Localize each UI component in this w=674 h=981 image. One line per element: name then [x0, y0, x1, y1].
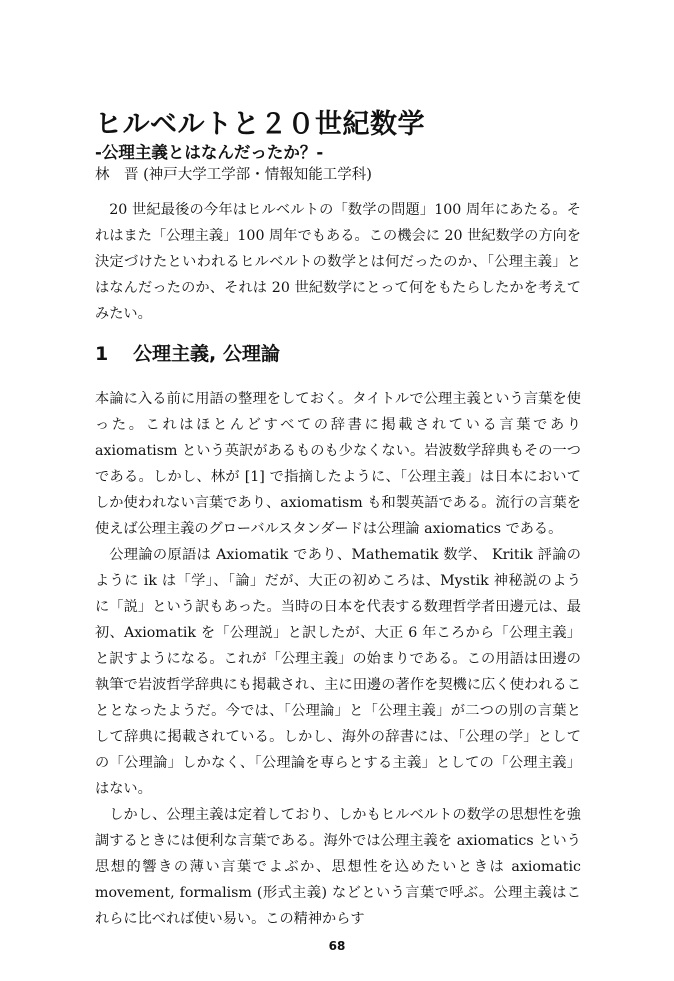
section-heading	[95, 340, 581, 368]
abstract-paragraph: 20 世紀最後の今年はヒルベルトの「数学の問題」100 周年にあたる。それはまた「公理主義」100 周年でもある。この機会に 20 世紀数学の方向を決定づけたといわれるヒルベルトの数学とは何だったのか、「公理主義」とはなんだったのか、それは 20 世紀数学にとって何をもたらしたかを考えてみたい。	[95, 202, 581, 322]
page-number: 68	[328, 939, 346, 953]
section-number: 1	[95, 343, 109, 365]
article-subtitle: -公理主義とはなんだったか？-	[95, 143, 324, 162]
section-body	[95, 386, 581, 932]
article-title: ヒルベルトと２０世紀数学	[95, 109, 425, 140]
body-paragraph: 本論に入る前に用語の整理をしておく。タイトルで公理主義という言葉を使った。これはほとんどすべての辞書に掲載されている言葉であり axiomatism という英訳があるものも少なくない。岩波数学辞典もその一つである。しかし、林が [1] で指摘したように、「公理主義」は日本においてしか使われない言葉であり、axiomatism も和製英語である。流行の言葉を使えば公理主義のグローバルスタンダードは公理論 axiomatics である。	[95, 391, 581, 537]
article-header	[95, 108, 595, 186]
section-title: 公理主義, 公理論	[133, 343, 280, 365]
body-paragraph: 公理論の原語は Axiomatik であり、Mathematik 数学、 Kritik 評論のように ik は「学」、「論」だが、大正の初めころは、Mystik 神秘説のように「説」という訳もあった。当時の日本を代表する数理哲学者田邊元は、最初、Axiomatik を「公理説」と訳したが、大正 6 年ころから「公理主義」と訳すようになる。これが「公理主義」の始まりである。この用語は田邊の執筆で岩波哲学辞典にも掲載され、主に田邊の著作を契機に広く使われることとなったようだ。今では、「公理論」と「公理主義」が二つの別の言葉として辞典に掲載されている。しかし、海外の辞書には、「公理の学」としての「公理論」しかなく、「公理論を専らとする主義」としての「公理主義」はない。	[95, 547, 581, 797]
author-affiliation: 林 晋 (神戸大学工学部・情報知能工学科)	[95, 167, 372, 183]
body-paragraph: しかし、公理主義は定着しており、しかもヒルベルトの数学の思想性を強調するときには便利な言葉である。海外では公理主義を axiomatics という思想的響きの薄い言葉でよぶか、思想性を込めたいときは axiomatic movement, formalism (形式主義) などという言葉で呼ぶ。公理主義はこれらに比べれば使い易い。この精神からす	[95, 807, 581, 927]
